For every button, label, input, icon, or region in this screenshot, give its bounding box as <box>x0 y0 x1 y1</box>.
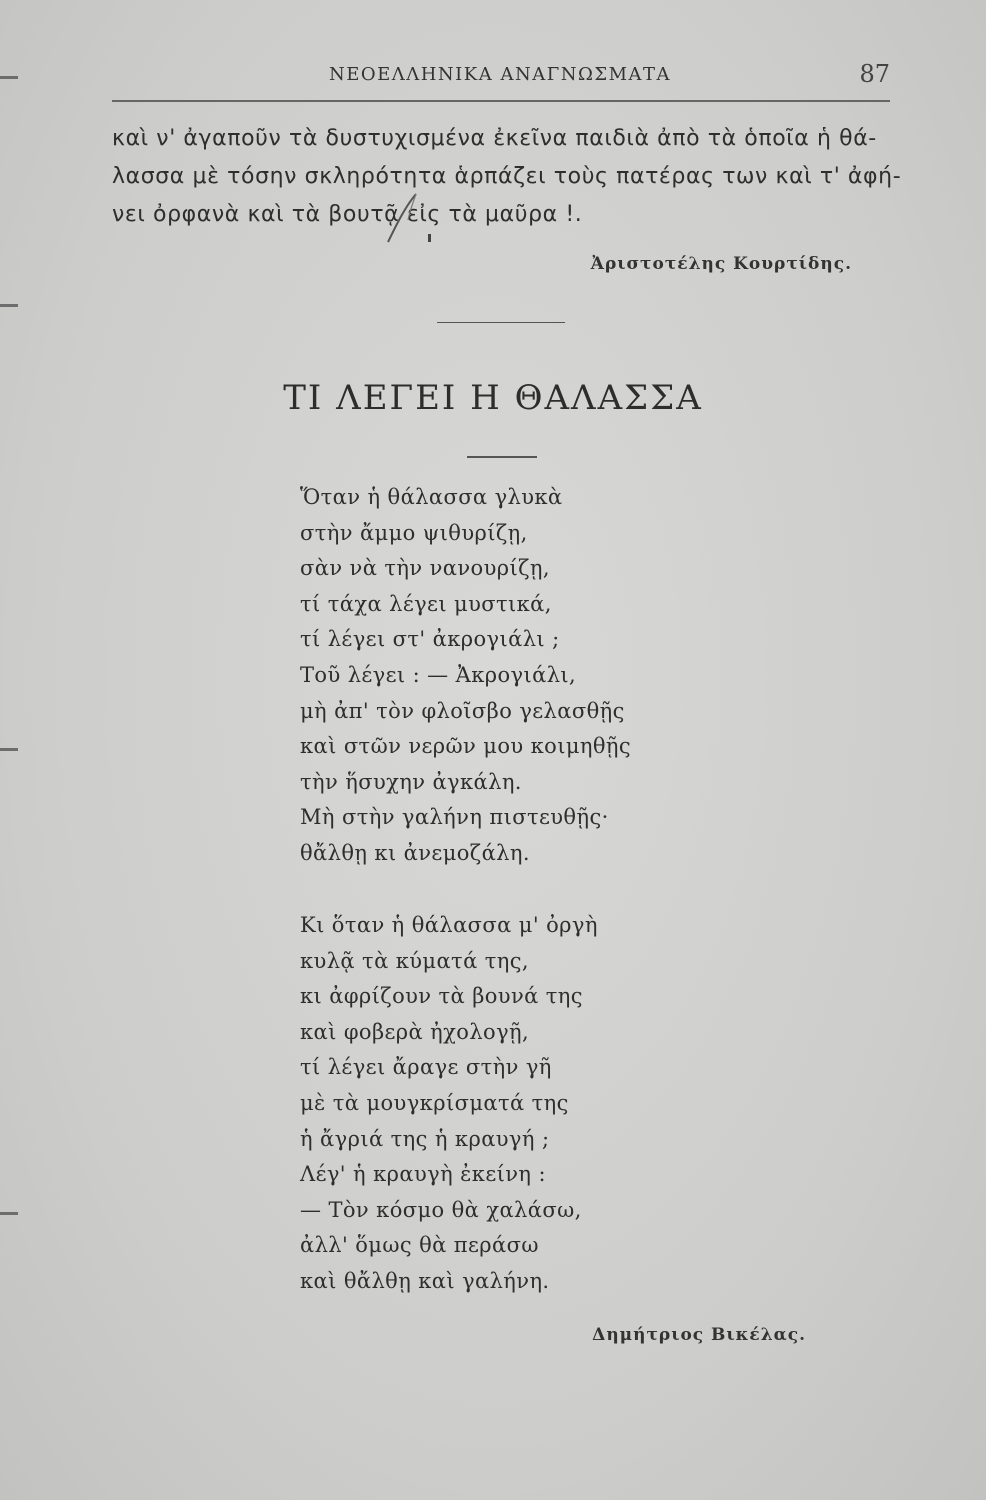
prose-paragraph <box>112 120 902 234</box>
header-rule <box>112 100 890 102</box>
poem-stanza <box>300 480 631 872</box>
verse-line: ἡ ἄγριά της ἡ κραυγή ; <box>300 1126 550 1151</box>
verse-line: τὴν ἥσυχην ἀγκάλη. <box>300 769 522 794</box>
poem-stanza <box>300 908 598 1300</box>
verse-line: Λέγ' ἡ κραυγὴ ἐκείνη : <box>300 1162 546 1187</box>
running-head: ΝΕΟΕΛΛΗΝΙΚΑ ΑΝΑΓΝΩΣΜΑΤΑ <box>328 64 672 85</box>
poet-signature: Δημήτριος Βικέλας. <box>592 1325 806 1345</box>
page-header <box>110 60 890 92</box>
verse-line: ἀλλ' ὅμως θὰ περάσω <box>300 1233 539 1258</box>
prose-line: καὶ ν' ἀγαποῦν τὰ δυστυχισμένα ἐκεῖνα παιδιὰ ἀπὸ τὰ ὁποῖα ἡ θά- <box>112 126 877 151</box>
page-number: 87 <box>859 60 890 88</box>
verse-line: Μὴ στὴν γαλήνη πιστευθῇς· <box>300 805 609 830</box>
section-divider <box>437 322 565 323</box>
verse-line: τί τάχα λέγει μυστικά, <box>300 591 552 616</box>
verse-line: Τοῦ λέγει : — Ἀκρογιάλι, <box>300 662 577 687</box>
verse-line: κυλᾷ τὰ κύματά της, <box>300 948 529 973</box>
author-signature: Ἀριστοτέλης Κουρτίδης. <box>590 254 852 274</box>
verse-line: στὴν ἄμμο ψιθυρίζῃ, <box>300 520 528 545</box>
verse-line: σὰν νὰ τὴν νανουρίζῃ, <box>300 556 550 581</box>
verse-line: καὶ θἄλθῃ καὶ γαλήνη. <box>300 1268 550 1293</box>
scan-edge-mark <box>0 748 18 751</box>
verse-line: τί λέγει στ' ἀκρογιάλι ; <box>300 627 560 652</box>
title-underline <box>467 456 537 458</box>
verse-line: θἄλθῃ κι ἀνεμοζάλη. <box>300 840 530 865</box>
verse-line: — Τὸν κόσμο θὰ χαλάσω, <box>300 1197 582 1222</box>
verse-line: μὴ ἀπ' τὸν φλοῖσβο γελασθῇς <box>300 698 625 723</box>
verse-line: κι ἀφρίζουν τὰ βουνά της <box>300 984 583 1009</box>
pencil-mark-icon <box>380 190 440 250</box>
verse-line: Ὅταν ἡ θάλασσα γλυκὰ <box>300 485 563 509</box>
verse-line: Κι ὅταν ἡ θάλασσα μ' ὀργὴ <box>300 913 598 937</box>
prose-line: λασσα μὲ τόσην σκληρότητα ἁρπάζει τοὺς πατέρας των καὶ τ' ἀφή- <box>112 164 902 189</box>
verse-line: μὲ τὰ μουγκρίσματά της <box>300 1090 569 1115</box>
verse-line: τί λέγει ἄραγε στὴν γῆ <box>300 1055 552 1080</box>
prose-line: νει ὀρφανὰ καὶ τὰ βουτᾷ εἰς τὰ μαῦρα !. <box>112 202 583 227</box>
scan-edge-mark <box>0 76 18 79</box>
verse-line: καὶ φοβερὰ ἠχολογῇ, <box>300 1019 530 1044</box>
verse-line: καὶ στῶν νερῶν μου κοιμηθῇς <box>300 734 632 759</box>
poem-title: ΤΙ ΛΕΓΕΙ Η ΘΑΛΑΣΣΑ <box>283 378 703 418</box>
scan-edge-mark <box>0 304 18 307</box>
scan-edge-mark <box>0 1212 18 1215</box>
